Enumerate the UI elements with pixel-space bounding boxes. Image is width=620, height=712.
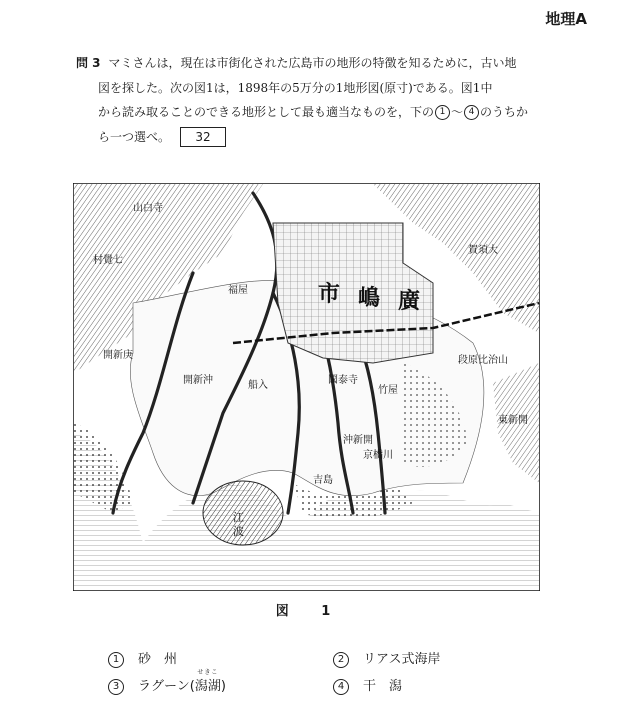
question-line-3: から読み取ることのできる地形として最も適当なものを，下の 1 〜 4 のうちか (98, 105, 529, 119)
map-label: 沖新開 (343, 435, 373, 446)
choice-2[interactable] (333, 648, 440, 668)
question-number: 問 3 (76, 56, 101, 70)
map-label-village: 山白寺 (133, 203, 163, 214)
ruby-reading: せきこ (197, 669, 219, 676)
map-label: 開新沖 (183, 375, 213, 386)
choice-number-2: 2 (333, 652, 349, 668)
map-label: 東新開 (498, 415, 528, 426)
answer-number-box[interactable]: 32 (180, 127, 226, 147)
map-label: 江 (233, 511, 244, 524)
question-line-1: 問 3 マミさんは，現在は市街化された広島市の地形の特徴を知るために，古い地 (76, 56, 517, 70)
map-label: 賀須大 (468, 245, 498, 256)
choice-label-4: 干 潟 (363, 679, 403, 694)
question-line-4: ら一つ選べ。 32 (76, 125, 576, 150)
map-label: 吉島 (313, 475, 333, 486)
choice-ref-first: 1 (435, 105, 450, 120)
map-label: 段原比治山 (458, 355, 508, 366)
map-label: 波 (233, 525, 244, 538)
map-label: 京橋川 (363, 450, 393, 461)
map-label: 開新庚 (103, 350, 133, 361)
map-label: 船入 (248, 380, 268, 391)
choice-ref-last: 4 (464, 105, 479, 120)
choice-number-3: 3 (108, 679, 124, 695)
map-label-city-1: 市 (318, 281, 341, 307)
map-label: 福屋 (228, 285, 248, 296)
choice-4[interactable] (333, 675, 402, 695)
map-label: 竹屋 (378, 385, 398, 396)
choice-number-4: 4 (333, 679, 349, 695)
ruby-word: せきこ 潟湖 (194, 669, 221, 694)
question-stem (76, 51, 576, 149)
choice-number-1: 1 (108, 652, 124, 668)
question-line-2: 図を探した。次の図1は，1898年の5万分の1地形図(原寸)である。図1中 (98, 80, 493, 95)
choice-1[interactable] (108, 648, 177, 668)
subject-title: 地理A (545, 10, 587, 28)
choice-label-1: 砂 州 (138, 652, 178, 667)
map-label: 國泰寺 (328, 375, 358, 386)
topographic-map-figure (73, 183, 540, 591)
map-label: 村覺七 (93, 255, 123, 266)
choice-label-2: リアス式海岸 (363, 652, 441, 667)
choice-3[interactable]: 3 ラグーン( せきこ 潟湖) (108, 675, 226, 695)
map-label-city-3: 廣 (398, 288, 421, 314)
figure-caption: 図 1 (275, 604, 345, 619)
map-label-city-2: 嶋 (358, 285, 381, 311)
